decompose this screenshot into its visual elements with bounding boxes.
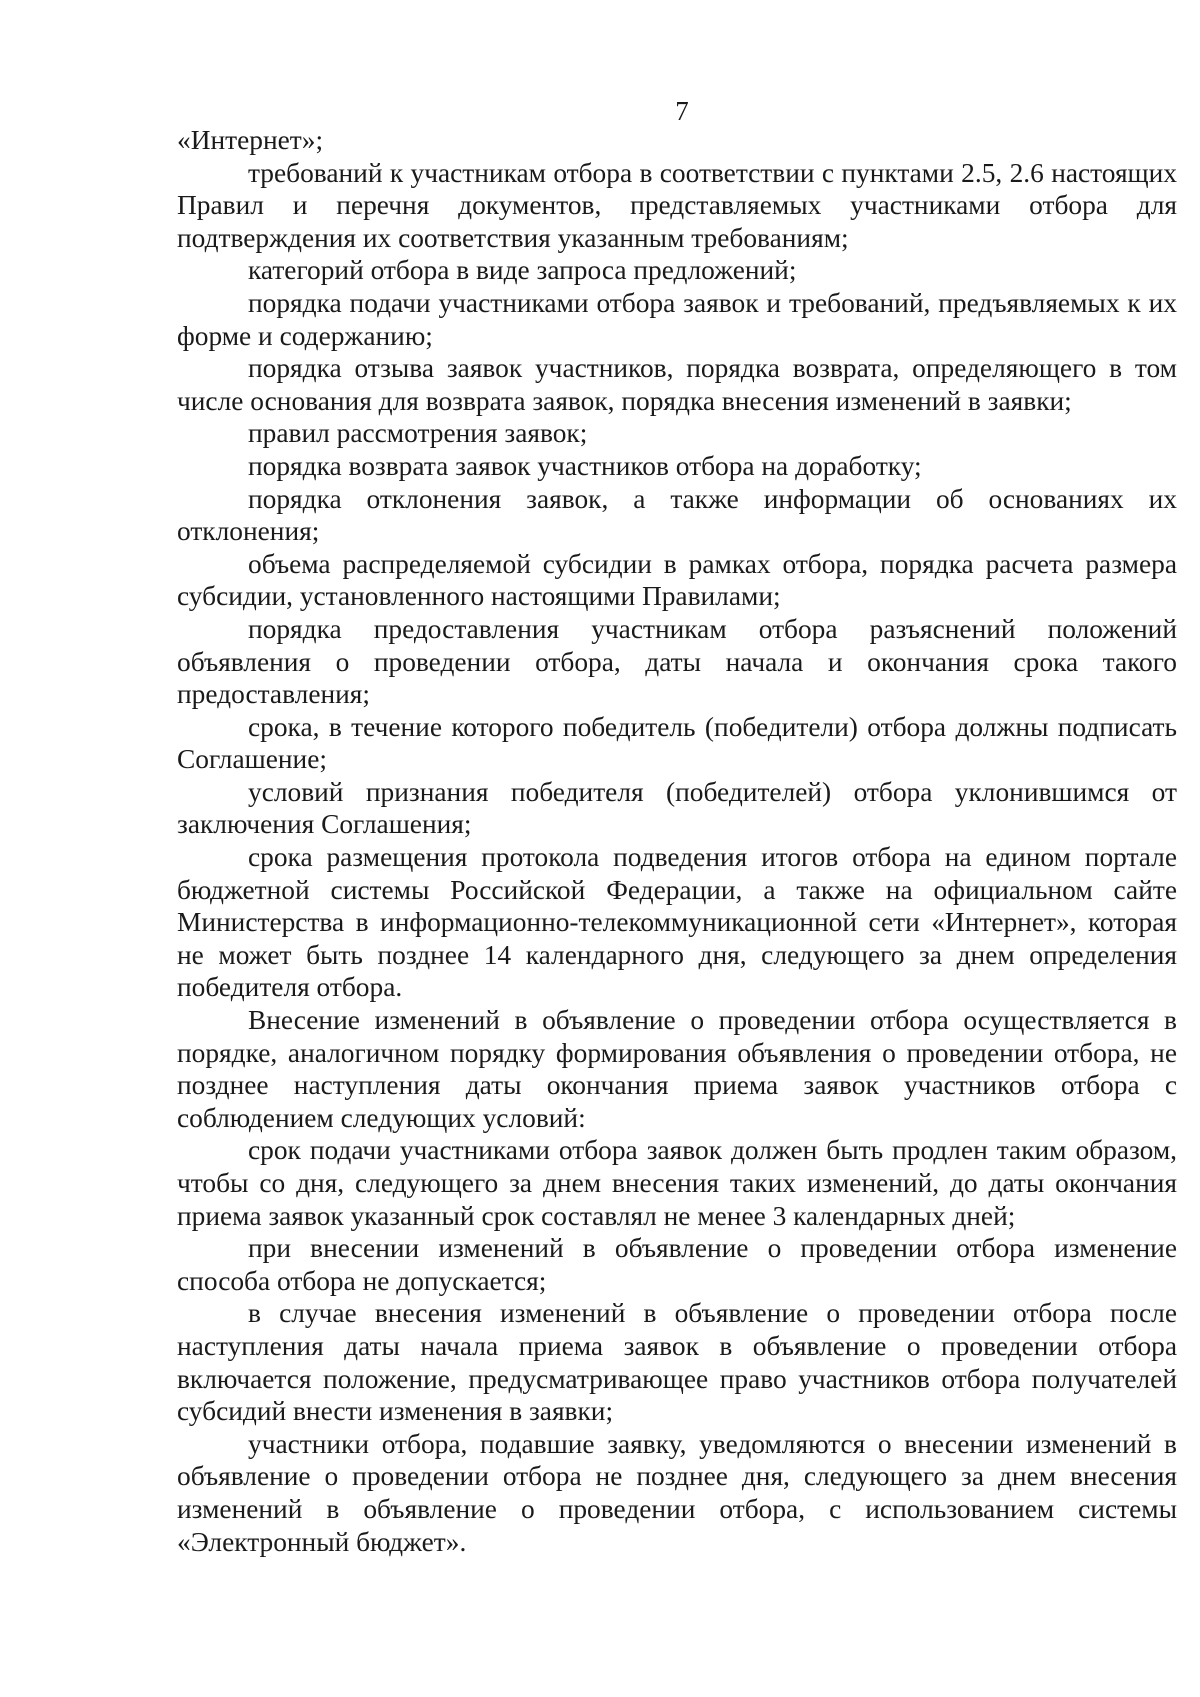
paragraph: при внесении изменений в объявление о проведении отбора изменение способа отбора не допускается;: [177, 1233, 1177, 1296]
paragraph: участники отбора, подавшие заявку, уведомляются о внесении изменений в объявление о проведении отбора не позднее дня, следующего за днем внесения изменений в объявление о проведении отбора, с использованием системы «Электронный бюджет».: [177, 1428, 1177, 1557]
paragraph: порядка отклонения заявок, а также информации об основаниях их отклонения;: [177, 483, 1177, 547]
paragraph: порядка предоставления участникам отбора разъяснений положений объявления о проведении отбора, даты начала и окончания срока такого предоставления;: [177, 613, 1177, 710]
paragraph: объема распределяемой субсидии в рамках отбора, порядка расчета размера субсидии, установленного настоящими Правилами;: [177, 548, 1177, 612]
paragraph: срок подачи участниками отбора заявок должен быть продлен таким образом, чтобы со дня, следующего за днем внесения таких изменений, до даты окончания приема заявок указанный срок составлял не менее 3 календарных дней;: [177, 1135, 1177, 1231]
paragraph: условий признания победителя (победителей) отбора уклонившимся от заключения Соглашения;: [177, 776, 1177, 840]
paragraph: срока, в течение которого победитель (победители) отбора должны подписать Соглашение;: [177, 711, 1177, 775]
paragraph: порядка отзыва заявок участников, порядка возврата, определяющего в том числе основания для возврата заявок, порядка внесения изменений в заявки;: [177, 353, 1177, 416]
paragraph: Внесение изменений в объявление о проведении отбора осуществляется в порядке, аналогичном порядку формирования объявления о проведении отбора, не позднее наступления даты окончания приема заявок участников отбора с соблюдением следующих условий:: [177, 1005, 1177, 1133]
paragraph: требований к участникам отбора в соответствии с пунктами 2.5, 2.6 настоящих Правил и перечня документов, представляемых участниками отбора для подтверждения их соответствия указанным требованиям;: [177, 157, 1177, 253]
paragraph: в случае внесения изменений в объявление о проведении отбора после наступления даты начала приема заявок в объявление о проведении отбора включается положение, предусматривающее право участников отбора получателей субсидий внести изменения в заявки;: [177, 1298, 1177, 1427]
paragraph: порядка возврата заявок участников отбора на доработку;: [248, 450, 922, 481]
document-body: [177, 124, 1177, 1558]
paragraph: категорий отбора в виде запроса предложений;: [248, 255, 797, 286]
page-number: 7: [675, 96, 689, 126]
paragraph: правил рассмотрения заявок;: [248, 418, 588, 449]
paragraph: порядка подачи участниками отбора заявок и требований, предъявляемых к их форме и содержанию;: [177, 287, 1177, 351]
paragraph: срока размещения протокола подведения итогов отбора на едином портале бюджетной системы Российской Федерации, а также на официальном сайте Министерства в информационно-телекоммуникационной сети «Интернет», которая не может быть позднее 14 календарного дня, следующего за днем определения победителя отбора.: [177, 842, 1177, 1003]
paragraph: «Интернет»;: [177, 125, 324, 155]
